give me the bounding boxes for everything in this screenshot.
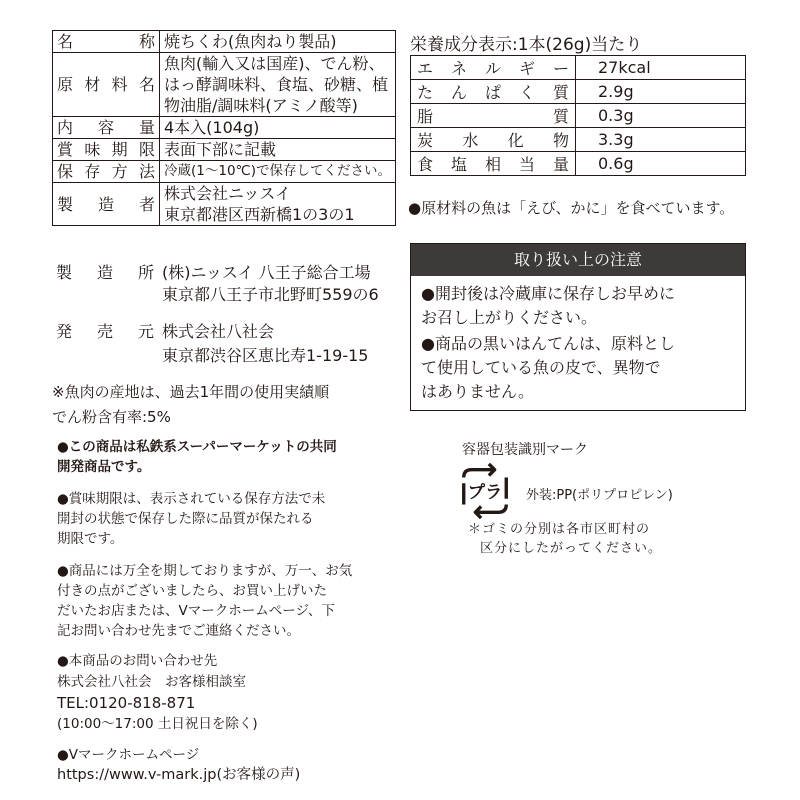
ingredients-value [160, 53, 396, 117]
table-row [53, 139, 396, 161]
name-value: 焼ちくわ(魚肉ねり製品) [160, 31, 396, 53]
seller-block [56, 320, 396, 368]
storage-value: 冷蔵(1〜10℃)で保存してください。 [160, 161, 396, 183]
table-row: エ ネ ル ギ ー 27kcal [411, 56, 746, 80]
starch-note: でん粉含有率:5% [52, 408, 171, 426]
maker-label: 製 造 者 [53, 183, 160, 226]
seller-line: 株式会社八社会 [162, 322, 275, 341]
table-row [53, 161, 396, 183]
list-item: ●賞味期限は、表示されている保存方法で未 開封の状態で保存した際に品質が保たれる 期限です。 [57, 491, 326, 547]
table-row: た ん ぱ く 質 2.9g [411, 80, 746, 104]
handling-box [410, 243, 746, 411]
nutrition-title: 栄養成分表示:1本(26g)当たり [410, 35, 643, 55]
seller-line: 東京都渋谷区恵比寿1-19-15 [162, 346, 369, 365]
table-row [53, 53, 396, 117]
factory-line: (株)ニッスイ 八王子総合工場 [162, 263, 371, 282]
material-label: 外装:PP(ポリプロピレン) [526, 488, 673, 503]
factory-label: 製 造 所 [56, 263, 154, 282]
factory-line: 東京都八王子市北野町559の6 [162, 285, 379, 304]
name-label: 名 称 [53, 31, 160, 53]
nutrition-table [410, 55, 746, 176]
list-item: ●Vマークホームページ https://www.v-mark.jp(お客様の声) [57, 747, 301, 783]
seller-label: 発 売 元 [56, 322, 154, 341]
maker-line: 東京都港区西新橋1の3の1 [164, 205, 355, 224]
ingredients-line: はっ酵調味料、食塩、砂糖、植 [164, 75, 389, 94]
maker-value [160, 183, 396, 226]
pla-recycle-mark-icon [456, 462, 514, 520]
product-info-table [52, 30, 396, 226]
allergy-note: ●原材料の魚は「えび、かに」を食べています。 [408, 199, 735, 217]
best-before-value: 表面下部に記載 [160, 139, 396, 161]
origin-note-block [52, 380, 329, 430]
table-row [53, 31, 396, 53]
best-before-label: 賞 味 期 限 [53, 139, 160, 161]
handling-heading: 取り扱い上の注意 [411, 244, 745, 276]
ingredients-line: 魚肉(輸入又は国産)、でん粉、 [164, 54, 385, 73]
factory-block [56, 262, 396, 306]
table-row [53, 117, 396, 139]
table-row: 食 塩 相 当 量 0.6g [411, 152, 746, 176]
list-item: ●本商品のお問い合わせ先 株式会社八社会 お客様相談室 TEL:0120-818-871 (10:00〜17:00 土日祝日を除く) [57, 653, 258, 732]
recycle-note: ＊ゴミの分別は各市区町村の 区分にしたがってください。 [468, 522, 663, 556]
contents-value: 4本入(104g) [160, 117, 396, 139]
table-row: 脂 質 0.3g [411, 104, 746, 128]
ingredients-line: 物油脂/調味料(アミノ酸等) [164, 96, 358, 115]
contents-label: 内 容 量 [53, 117, 160, 139]
list-item: ●商品には万全を期しておりますが、万一、お気 付きの点がございましたら、お買い上げいた だいたお店または、Vマークホームページ、下 記お問い合わせ先までご連絡ください。 [57, 563, 353, 639]
maker-line: 株式会社ニッスイ [164, 184, 292, 203]
notes-list [56, 437, 401, 785]
list-item: ●商品の黒いはんてんは、原料とし て使用している魚の皮で、異物で はありません。 [421, 334, 675, 401]
table-row [53, 183, 396, 226]
ingredients-label: 原 材 料 名 [53, 53, 160, 117]
list-item: ●この商品は私鉄系スーパーマーケットの共同 開発商品です。 [57, 439, 337, 475]
svg-text:プラ: プラ [467, 482, 503, 503]
table-row: 炭 水 化 物 3.3g [411, 128, 746, 152]
list-item: ●開封後は冷蔵庫に保存しお早めに お召し上がりください。 [421, 284, 675, 327]
storage-label: 保 存 方 法 [53, 161, 160, 183]
recycle-title: 容器包装識別マーク [462, 442, 588, 458]
origin-note: ※魚肉の産地は、過去1年間の使用実績順 [52, 383, 330, 401]
